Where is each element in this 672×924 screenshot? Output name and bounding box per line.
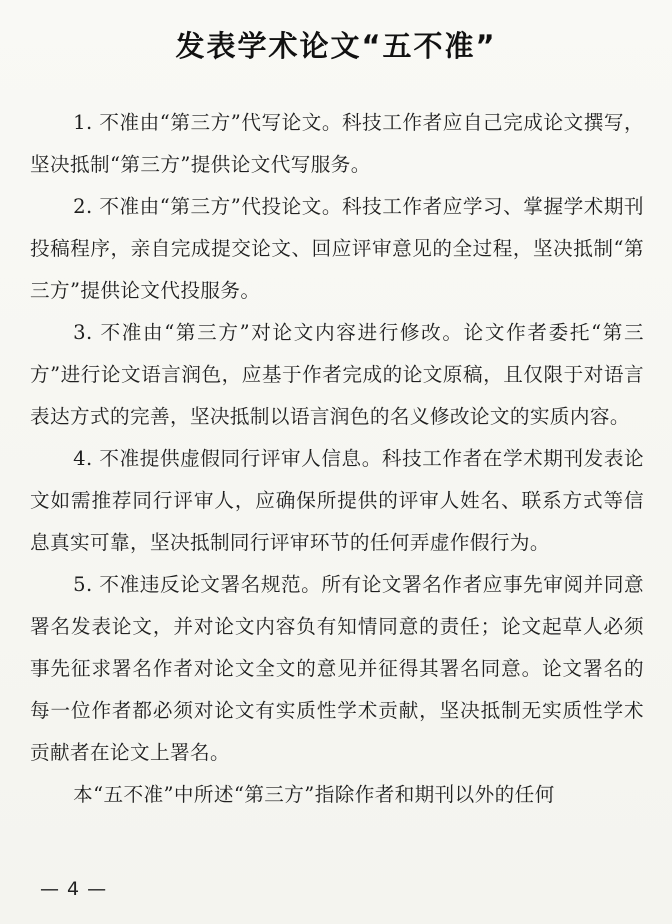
rule-paragraph-1: 1. 不准由“第三方”代写论文。科技工作者应自己完成论文撰写，坚决抵制“第三方”提供论文代写服务。 <box>30 111 644 176</box>
rule-paragraph-4: 4. 不准提供虚假同行评审人信息。科技工作者在学术期刊发表论文如需推荐同行评审人，应确保所提供的评审人姓名、联系方式等信息真实可靠，坚决抵制同行评审环节的任何弄虚作假行为。 <box>30 447 644 554</box>
rule-paragraph-5: 5. 不准违反论文署名规范。所有论文署名作者应事先审阅并同意署名发表论文，并对论文内容负有知情同意的责任；论文起草人必须事先征求署名作者对论文全文的意见并征得其署名同意。论文署名的每一位作者都必须对论文有实质性学术贡献，坚决抵制无实质性学术贡献者在论文上署名。 <box>30 573 644 764</box>
document-title: 发表学术论文“五不准” <box>175 29 497 63</box>
rule-paragraph-2: 2. 不准由“第三方”代投论文。科技工作者应学习、掌握学术期刊投稿程序，亲自完成提交论文、回应评审意见的全过程，坚决抵制“第三方”提供论文代投服务。 <box>30 195 644 302</box>
page-number: — 4 — <box>40 878 108 900</box>
rule-paragraph-3: 3. 不准由“第三方”对论文内容进行修改。论文作者委托“第三方”进行论文语言润色，应基于作者完成的论文原稿，且仅限于对语言表达方式的完善，坚决抵制以语言润色的名义修改论文的实质内容。 <box>30 321 644 428</box>
document-body <box>30 102 644 816</box>
closing-paragraph: 本“五不准”中所述“第三方”指除作者和期刊以外的任何 <box>73 783 555 806</box>
